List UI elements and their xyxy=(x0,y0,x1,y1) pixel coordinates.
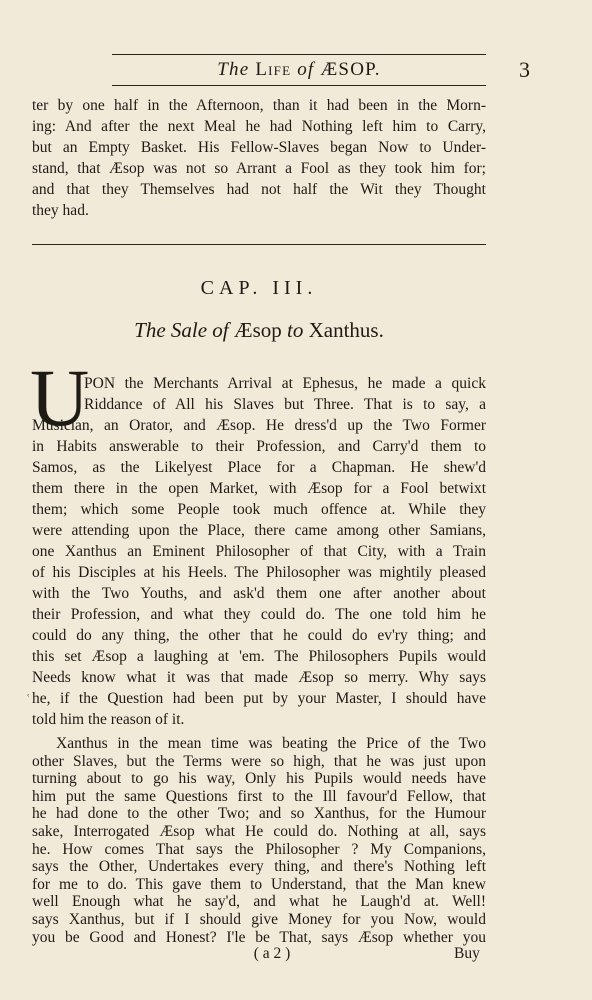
paragraph-line: them; which some People took much offence at. While they xyxy=(32,501,486,518)
page-number: 3 xyxy=(519,57,530,82)
chapter-title xyxy=(32,316,486,344)
running-head-the: The xyxy=(217,59,250,80)
chapter-title-end: Xanthus. xyxy=(308,318,384,342)
signature-mark: ( a 2 ) xyxy=(253,945,291,962)
paragraph-line: Samos, as the Likelyest Place for a Chapman. He shew'd xyxy=(32,459,486,476)
paragraph-line: were attending upon the Place, there came among other Samians, xyxy=(32,522,486,539)
running-head-of: of xyxy=(297,59,315,80)
continuation-line: stand, that Æsop was not so Arrant a Fool as they took him for; xyxy=(32,160,486,177)
header-bottom-rule xyxy=(112,85,486,86)
paragraph-line: says the Other, Undertakes every thing, and there's Nothing left xyxy=(32,858,486,876)
paragraph-line: you be Good and Honest? I'le be That, says Æsop whether you xyxy=(32,928,486,946)
paragraph-line: this set Æsop a laughing at 'em. The Philosophers Pupils would xyxy=(32,648,486,665)
section-divider-rule xyxy=(32,244,486,245)
paragraph-line: other Slaves, but the Terms were so high, that he was just upon xyxy=(32,752,486,770)
paragraph-line: PON the Merchants Arrival at Ephesus, he made a quick xyxy=(84,375,486,392)
ink-mark: ʿ xyxy=(26,691,31,706)
running-head-name: ÆSOP. xyxy=(320,59,381,80)
paragraph-line: he. How comes That says the Philosopher ? My Companions, xyxy=(32,840,486,858)
running-head xyxy=(112,58,486,82)
continuation-line: ter by one half in the Afternoon, than it had been in the Morn- xyxy=(32,97,486,114)
paragraph-line: Xanthus in the mean time was beating the Price of the Two xyxy=(56,735,486,752)
paragraph-line: with the Two Youths, and ask'd them one after another about xyxy=(32,585,486,602)
continuation-line: but an Empty Basket. His Fellow-Slaves began Now to Under- xyxy=(32,139,486,156)
paragraph-line: sake, Interrogated Æsop what He could do. Nothing at all, says xyxy=(32,823,486,840)
paragraph-line: Musician, an Orator, and Æsop. He dress'd up the Two Former xyxy=(32,417,486,434)
paragraph-line: says Xanthus, but if I should give Money for you Now, would xyxy=(32,911,486,928)
continuation-line: ing: And after the next Meal he had Nothing left him to Carry, xyxy=(32,118,486,135)
chapter-title-part1: The Sale of xyxy=(134,318,229,342)
paragraph-line: in Habits answerable to their Profession, and Carry'd them to xyxy=(32,438,486,455)
paragraph-line: Needs know what it was that made Æsop so merry. Why says xyxy=(32,669,486,686)
paragraph-line: of his Disciples at his Heels. The Philosopher was mightily pleased xyxy=(32,564,486,581)
paragraph-line: Riddance of All his Slaves but Three. That is to say, a xyxy=(84,396,486,413)
running-head-life: Life xyxy=(255,59,292,80)
continuation-line: they had. xyxy=(32,202,89,219)
paragraph-line: well Enough what he say'd, and what he Laugh'd at. Well! xyxy=(32,893,486,911)
paragraph-line: he had done to the other Two; and so Xanthus, for the Humour xyxy=(32,805,486,823)
catchword: Buy xyxy=(454,945,480,962)
paragraph-line: told him the reason of it. xyxy=(32,711,185,728)
paragraph-line: them there in the open Market, with Æsop for a Fool betwixt xyxy=(32,480,486,497)
chapter-heading: CAP. III. xyxy=(200,277,318,299)
header-top-rule xyxy=(112,54,486,55)
paragraph-line: could do any thing, the other that he could do ev'ry thing; and xyxy=(32,627,486,644)
continuation-line: and that they Themselves had not half the Wit they Thought xyxy=(32,181,486,198)
paragraph-line: one Xanthus an Eminent Philosopher of that City, with a Train xyxy=(32,543,486,560)
drop-cap: U xyxy=(30,352,90,443)
chapter-title-name: Æsop xyxy=(233,318,282,342)
paragraph-line: for me to do. This gave them to Understand, that the Man knew xyxy=(32,875,486,893)
chapter-title-part2: to xyxy=(287,318,304,342)
paragraph-line: turning about to go his way, Only his Pupils would needs have xyxy=(32,770,486,788)
paragraph-line: him put the same Questions first to the Ill favour'd Fellow, that xyxy=(32,787,486,805)
paragraph-line: he, if the Question had been put by your Master, I should have xyxy=(32,690,486,707)
paragraph-line: their Profession, and what they could do. The one told him he xyxy=(32,606,486,623)
